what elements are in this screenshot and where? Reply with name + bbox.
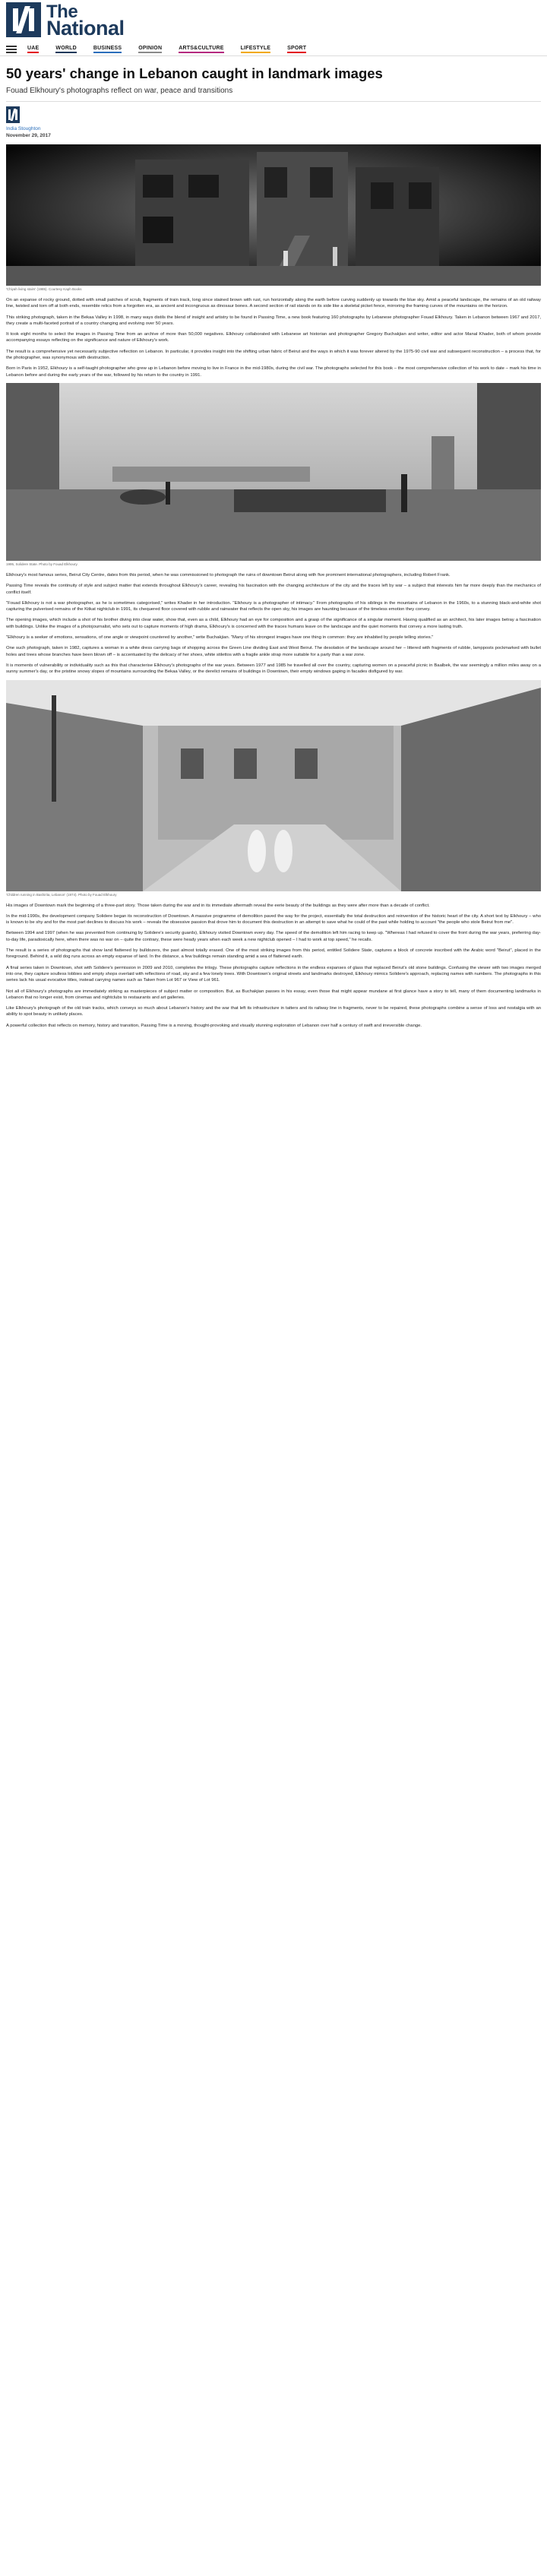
article-subhead: Fouad Elkhoury's photographs reflect on war, peace and transitions: [6, 87, 233, 95]
publish-date: November 29, 2017: [6, 133, 51, 138]
article-paragraph: The result is a series of photographs that show land flattened by bulldozers, the past almost totally erased. One of the most striking images from this period, entitled Solidere State, captures a block of concrete inscribed with the Arabic word "Beirut", placed in the foreground. Behind it, a wild dog runs across an empty expanse of land. In the distance, a few buildings remain standing amid a sea of flattened earth.: [6, 948, 541, 960]
photo-2-image: [6, 383, 541, 561]
article-paragraph: One such photograph, taken in 1982, captures a woman in a white dress carrying bags of shopping across the Green Line dividing East and West Beirut. The desolation of the landscape around her – littered with fragments of rubble, lampposts pockmarked with bullet holes and trees whose branches have been blown off – is accentuated by the delicacy of her shoes, white stilettos with a fragile ankle strap more suitable for a party than a war zone.: [6, 646, 541, 657]
photo-3-caption: 'Children running in Bashirita, Lebanon' (1974). Photo by Fouad Elkhoury: [6, 892, 117, 897]
nav-underline: [241, 52, 271, 53]
main-nav: [0, 43, 547, 56]
masthead: [0, 0, 547, 40]
article-headline: 50 years' change in Lebanon caught in landmark images: [6, 65, 383, 81]
article-body-section-2: [0, 572, 547, 676]
nav-item-label: WORLD: [55, 46, 77, 51]
article-paragraph: It is moments of vulnerability or individuality such as this that characterise Elkhoury's photographs of the war years. Between 1977 and 1985 he travelled all over the country, capturing women on a peaceful picnic in Baalbek, the war seemingly a million miles away on a sunny summer's day, or the pristine snowy slopes of mountains surrounding the Bekaa Valley, or the derelict remains of buildings in Downtown, their empty windows gaping in facades disfigured by war.: [6, 663, 541, 675]
photo-1-image: [6, 144, 541, 286]
article-paragraph: It took eight months to select the images in Passing Time from an archive of more than 50,000 negatives. Elkhoury collaborated with Lebanese art historian and photographer Gregory Buchakjian and writer, editor and actor Manal Khader, both of whom provide accompanying essays reflecting on the significance and nature of Elkhoury's work.: [6, 332, 541, 343]
nav-item-label: UAE: [27, 46, 40, 51]
byline: [6, 101, 541, 138]
photo-3-image: [6, 680, 541, 891]
nav-item-label: BUSINESS: [93, 46, 122, 51]
nav-underline: [287, 52, 306, 53]
article-paragraph: A powerful collection that reflects on memory, history and transition, Passing Time is a moving, thought-provoking and visually stunning exploration of Lebanon over half a century of swift and irreversible change.: [6, 1023, 422, 1028]
article-paragraph: Elkhoury's most famous series, Beirut City Centre, dates from this period, when he was commissioned to photograph the ruins of downtown Beirut along with five prominent international photographers, including Robert Frank.: [6, 572, 451, 578]
author-avatar-icon[interactable]: [6, 106, 20, 123]
nav-item-opinion[interactable]: [138, 46, 162, 52]
nav-item-label: OPINION: [138, 46, 163, 51]
photo-solidere-state[interactable]: [6, 383, 541, 561]
photo-children-running[interactable]: [6, 680, 541, 891]
photo-2-caption: 1995, Solidere State. Photo by Fouad Elkhoury.: [6, 562, 78, 566]
article-paragraph: "Elkhoury is a seeker of emotions, sensations, of one angle or viewpoint countered by another," write Buchakjian. "Many of his strongest images have one thing in common: they are inhabited by people telling stories.": [6, 635, 434, 641]
article-paragraph: In the mid-1990s, the development company Solidere began its reconstruction of Downtown. A massive programme of demolition paved the way for the project, essentially the total destruction and reinvention of the historic heart of the city. A short text by Elkhoury – who is known to be shy and for the most part declines to discuss his work – reveals the obsessive passion that drove him to document this destruction in an attempt to save what he could of the past while holding to account "the people who stole Beirut from me".: [6, 913, 541, 926]
article-paragraph: "Fouad Elkhoury is not a war photographer, as he is sometimes categorised," writes Khader in her introduction. "Elkhoury is a photographer of intimacy." From photographs of his siblings in the mountains of Lebanon in the 1960s, to a stunning black-and-white shot capturing the pulverised remains of the Kitkat nightclub in 1991, its chequered floor covered with rubble and rainwater that reflects the open sky, his images are haunting because of the timeless emotion they convey.: [6, 600, 541, 612]
article-paragraph: His images of Downtown mark the beginning of a three-part story. Those taken during the war and in its immediate aftermath reveal the eerie beauty of the buildings as they were after more than a decade of conflict.: [6, 903, 430, 908]
nav-underline: [27, 52, 39, 53]
nav-item-label: SPORT: [287, 46, 307, 51]
article-paragraph: The opening images, which include a shot of his brother diving into clear water, show that, even as a child, Elkhoury had an eye for composition and a grasp of the significance of a singular moment. Having qualified as an architect, his later images betray a fascination with buildings. Unlike the images of a photojournalist, who sets out to capture moments of high drama, Elkhoury's is concerned with the traces humans leave on the landscape and the quiet moments that convey a more lasting truth.: [6, 618, 541, 629]
article-paragraph: This striking photograph, taken in the Bekaa Valley in 1998, in many ways distils the blend of insight and artistry to be found in Passing Time, a new book featuring 160 photographs by Lebanese photographer Fouad Elkhoury. Taken in Lebanon between 1967 and 2017, they create a multi-faceted portrait of a country changing and evolving over 50 years.: [6, 315, 541, 326]
nav-item-world[interactable]: [55, 46, 76, 52]
the-national-logo-icon[interactable]: [6, 2, 41, 37]
nav-underline: [55, 52, 76, 53]
nav-underline: [179, 52, 223, 53]
logo-line-1: The: [46, 1, 78, 22]
nav-item-arts-culture[interactable]: [179, 46, 223, 52]
photo-chiyah-living-stairs[interactable]: [6, 144, 541, 286]
article-paragraph: The result is a comprehensive yet necessarily subjective reflection on Lebanon. In particular, it provides insight into the shifting urban fabric of Beirut and the ways in which it was forever altered by the 1975-90 civil war and subsequent reconstruction – a process that, for the photographer, was synonymous with destruction.: [6, 349, 541, 361]
article-paragraph: Not all of Elkhoury's photographs are immediately striking as masterpieces of subject matter or composition. But, as Buchakjian passes in his essay, even those that might appear mundane at first glance have a story to tell, many of them documenting landmarks in Lebanon that no longer exist, from cinemas and nightclubs to restaurants and art galleries.: [6, 989, 541, 1000]
author-link[interactable]: India Stoughton: [6, 126, 41, 131]
article-paragraph: Like Elkhoury's photograph of the old train tracks, which conveys so much about Lebanon's history and the war that left its infrastructure in tatters and its railway line in fragments, never to be repaired, these photographs combine a sense of loss and nostalgia with an ability to spot beauty in unlikely places.: [6, 1006, 541, 1017]
nav-item-label: ARTS&CULTURE: [179, 46, 224, 51]
logo-line-2: National: [46, 16, 125, 40]
nav-item-sport[interactable]: [287, 46, 306, 52]
photo-1-caption: 'Chiyah living stairs' (1985). Courtesy Kaph Books: [6, 287, 82, 291]
nav-item-business[interactable]: [93, 46, 122, 52]
nav-item-uae[interactable]: [27, 46, 39, 52]
article-paragraph: On an expanse of rocky ground, dotted with small patches of scrub, fragments of train track, long since stained brown with rust, run horizontally along the earth before curving suddenly up towards the blue sky. Amid a peaceful landscape, the remains of an old railway line, twisted and torn off at both ends, resemble relics from a forgotten era, as ancient and incongruous as dinosaur bones. A second section of rail stands on its side like a skeletal picket fence, mirroring the framing curves of the mountains on the horizon.: [6, 298, 541, 309]
article-paragraph: Between 1994 and 1997 (when he was prevented from continuing by Solidere's security guards), Elkhoury visited Downtown every day. The speed of the demolition left him racing to keep up. "Whereas I had refused to cover the front during the war years, preferring day-to-day life, paradoxically here, when there was no war on – quite the contrary, these were heady years when each week a new nightclub opened – I had to work at top speed," he recalls.: [6, 931, 541, 942]
article-paragraph: Born in Paris in 1952, Elkhoury is a self-taught photographer who grew up in Lebanon before moving to live in France in the mid-1980s, during the civil war. The photographs selected for this book – the most comprehensive collection of his work to date – mark his time in Lebanon before and during the early years of the war, followed by his return to the country in 1991.: [6, 366, 541, 378]
nav-underline: [138, 52, 162, 53]
nav-underline: [93, 52, 122, 53]
nav-item-label: LIFESTYLE: [240, 46, 271, 51]
article-paragraph: Passing Time reveals the continuity of style and subject matter that extends throughout Elkhoury's career, revealing his fascination with the changing architecture of the city and the traces left by war – a subject that interests him far more deeply than the mechanics of conflict itself.: [6, 584, 541, 595]
site-logo-text[interactable]: [46, 1, 125, 40]
article-body-section-3: [0, 903, 547, 1029]
article-paragraph: A final series taken in Downtown, shot with Solidere's permission in 2009 and 2010, completes the trilogy. These photographs capture reflections in the endless expanses of glass that replaced Beirut's old stone buildings. Confusing the viewer with two images merged into one, they capture soulless lobbies and empty shops overlaid with reflections of road, sky and a few lonely trees. With Downtown's original streets and landmarks destroyed, Elkhoury mimics Solidere's approach, replacing names with numbers. The photographs in this series lack his usual evocative titles, instead carrying names such as Taken from Lot 967 or View of Lot 961.: [6, 965, 541, 983]
article-body-section-1: [0, 297, 547, 378]
nav-item-lifestyle[interactable]: [241, 46, 271, 52]
menu-icon[interactable]: [6, 46, 17, 53]
